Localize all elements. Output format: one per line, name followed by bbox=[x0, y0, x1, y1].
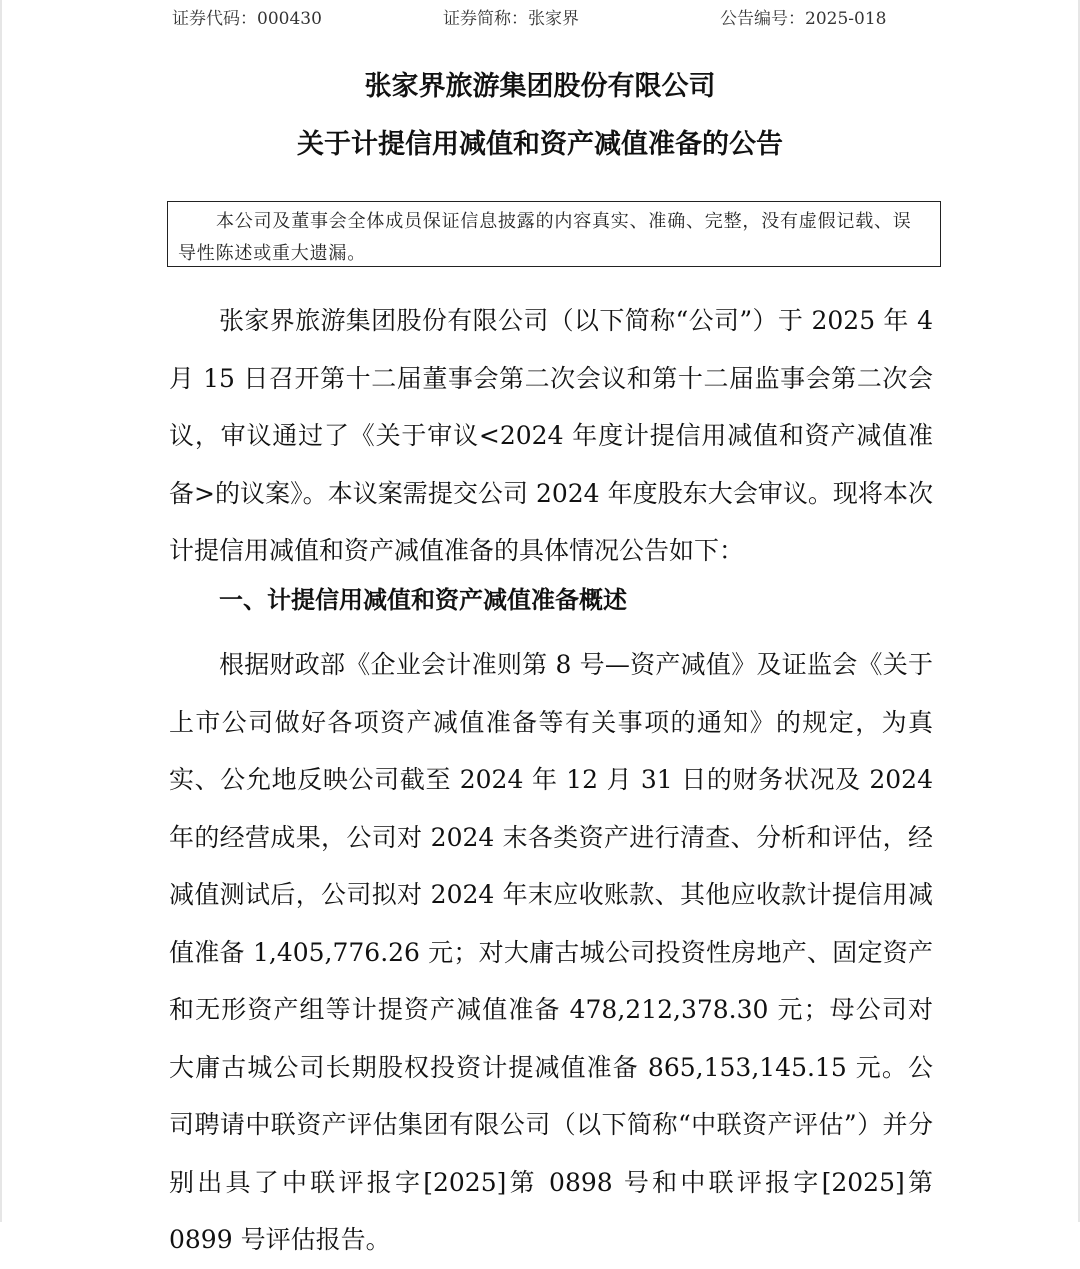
document-header bbox=[0, 4, 1080, 28]
announcement-number: 公告编号：2025-018 bbox=[720, 9, 887, 29]
section-body-paragraph: 根据财政部《企业会计准则第 8 号—资产减值》及证监会《关于上市公司做好各项资产减值准备等有关事项的通知》的规定，为真实、公允地反映公司截至 2024 年 12 月 31 日的财务状况及 2024 年的经营成果，公司对 2024 末各类资产进行清查、分析和评估，经减值测试后，公司拟对 2024 年末应收账款、其他应收款计提信用减值准备 1,405,776.26 元；对大庸古城公司投资性房地产、固定资产和无形资产组等计提资产减值准备 478,212,378.30 元；母公司对大庸古城公司长期股权投资计提减值准备 865,153,145.15 元。公司聘请中联资产评估集团有限公司（以下简称“中联资产评估”）并分别出具了中联评报字[2025]第 0898 号和中联评报字[2025]第 0899 号评估报告。 bbox=[169, 650, 933, 1254]
stock-abbreviation: 证券简称：张家界 bbox=[443, 9, 579, 29]
announcement-title: 关于计提信用减值和资产减值准备的公告 bbox=[297, 129, 783, 160]
section-heading: 一、计提信用减值和资产减值准备概述 bbox=[219, 586, 627, 614]
intro-paragraph: 张家界旅游集团股份有限公司（以下简称“公司”）于 2025 年 4 月 15 日召开第十二届董事会第二次会议和第十二届监事会第二次会议，审议通过了《关于审议<2024 年度计提信用减值和资产减值准备>的议案》。本议案需提交公司 2024 年度股东大会审议。现将本次计提信用减值和资产减值准备的具体情况公告如下： bbox=[169, 306, 933, 565]
disclosure-notice-box: 本公司及董事会全体成员保证信息披露的内容真实、准确、完整，没有虚假记载、误导性陈述或重大遗漏。 bbox=[167, 201, 941, 267]
page-left-edge bbox=[0, 0, 2, 1222]
company-title: 张家界旅游集团股份有限公司 bbox=[364, 71, 716, 102]
stock-code: 证券代码：000430 bbox=[172, 9, 322, 29]
